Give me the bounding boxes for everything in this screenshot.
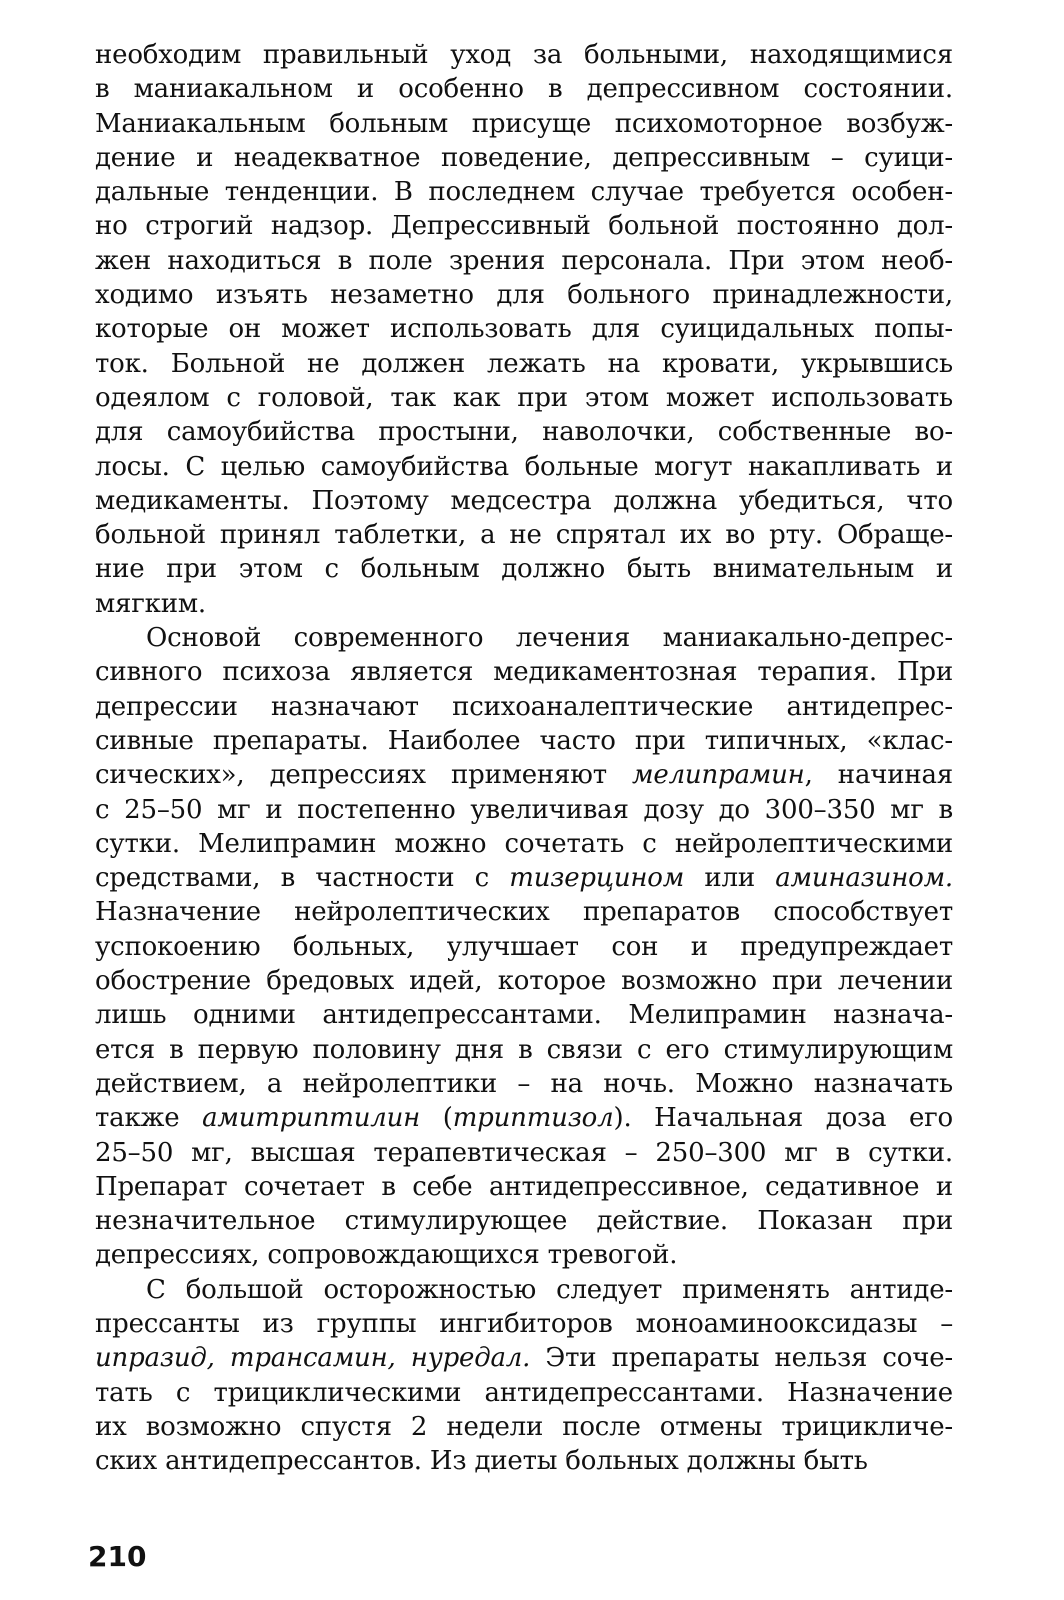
italic-term: аминазином. xyxy=(775,863,953,894)
text-segment: мягким. xyxy=(95,588,206,619)
paragraph xyxy=(95,621,953,1273)
text-segment: незначительное стимулирующее действие. Показан при xyxy=(95,1206,953,1237)
text-line xyxy=(95,998,953,1032)
text-line xyxy=(95,758,953,792)
text-segment: необходим правильный уход за больными, находящимися xyxy=(95,40,953,70)
text-line xyxy=(95,930,953,964)
text-segment: Основой современного лечения маниакально-депрес- xyxy=(146,623,953,654)
text-segment: также xyxy=(95,1103,203,1134)
text-line xyxy=(95,518,953,552)
text-segment: ( xyxy=(420,1103,453,1134)
page-body-text xyxy=(95,38,953,1478)
italic-term: триптизол xyxy=(452,1103,614,1134)
text-line xyxy=(95,484,953,518)
text-segment: ток. Больной не должен лежать на кровати, укрывшись xyxy=(95,348,953,379)
text-line xyxy=(95,347,953,381)
paragraph xyxy=(95,38,953,621)
text-segment: Назначение нейролептических препаратов способствует xyxy=(95,897,953,928)
text-line xyxy=(95,587,953,621)
text-segment: но строгий надзор. Депрессивный больной постоянно дол- xyxy=(95,211,953,242)
text-segment: , начиная xyxy=(804,760,953,791)
text-line xyxy=(95,72,953,106)
text-line xyxy=(95,107,953,141)
text-segment: тать с трициклическими антидепрессантами. Назначение xyxy=(95,1377,953,1408)
page-number: 210 xyxy=(88,1540,147,1573)
text-line xyxy=(95,552,953,586)
text-line xyxy=(95,621,953,655)
text-segment: в маниакальном и особенно в депрессивном состоянии. xyxy=(95,74,953,105)
text-line xyxy=(95,1136,953,1170)
text-line xyxy=(95,861,953,895)
text-line xyxy=(95,1307,953,1341)
text-segment: обострение бредовых идей, которое возможно при лечении xyxy=(95,966,953,997)
text-segment: медикаменты. Поэтому медсестра должна убедиться, что xyxy=(95,485,953,516)
text-segment: депрессии назначают психоаналептические антидепрес- xyxy=(95,691,953,722)
text-segment: сутки. Мелипрамин можно сочетать с нейролептическими xyxy=(95,828,953,859)
text-segment: Эти препараты нельзя соче- xyxy=(530,1343,953,1374)
text-segment: прессанты из группы ингибиторов моноаминооксидазы – xyxy=(95,1308,953,1339)
text-line xyxy=(95,278,953,312)
text-segment: или xyxy=(684,863,776,894)
text-line xyxy=(95,244,953,278)
text-line xyxy=(95,1170,953,1204)
text-segment: для самоубийства простыни, наволочки, собственные во- xyxy=(95,417,953,448)
text-segment: С большой осторожностью следует применять антиде- xyxy=(146,1274,953,1305)
text-segment: лишь одними антидепрессантами. Мелипрамин назнача- xyxy=(95,1000,953,1031)
text-segment: жен находиться в поле зрения персонала. При этом необ- xyxy=(95,245,953,276)
text-segment: которые он может использовать для суицидальных попы- xyxy=(95,314,953,345)
text-segment: ние при этом с больным должно быть внимательным и xyxy=(95,554,953,585)
text-segment: их возможно спустя 2 недели после отмены трицикличе- xyxy=(95,1411,953,1442)
text-line xyxy=(95,38,953,72)
text-line xyxy=(95,1444,953,1478)
text-line xyxy=(95,655,953,689)
text-line xyxy=(95,1376,953,1410)
text-segment: ходимо изъять незаметно для больного принадлежности, xyxy=(95,280,953,311)
text-segment: сических», депрессиях применяют xyxy=(95,760,633,791)
text-line xyxy=(95,1067,953,1101)
book-page xyxy=(95,38,953,1478)
text-segment: действием, а нейролептики – на ночь. Можно назначать xyxy=(95,1068,953,1099)
text-line xyxy=(95,827,953,861)
text-line xyxy=(95,1273,953,1307)
text-line xyxy=(95,141,953,175)
text-segment: успокоению больных, улучшает сон и предупреждает xyxy=(95,931,953,962)
italic-term: мелипрамин xyxy=(632,760,805,791)
paragraph xyxy=(95,1273,953,1479)
text-line xyxy=(95,1341,953,1375)
text-segment: ется в первую половину дня в связи с его стимулирующим xyxy=(95,1034,953,1065)
text-line xyxy=(95,381,953,415)
text-line xyxy=(95,312,953,346)
text-line xyxy=(95,1410,953,1444)
text-segment: с 25–50 мг и постепенно увеличивая дозу до 300–350 мг в xyxy=(95,794,953,825)
text-line xyxy=(95,724,953,758)
text-line xyxy=(95,1033,953,1067)
text-segment: дение и неадекватное поведение, депрессивным – суици- xyxy=(95,142,953,173)
text-segment: депрессиях, сопровождающихся тревогой. xyxy=(95,1240,678,1271)
text-segment: Маниакальным больным присуще психомоторное возбуж- xyxy=(95,108,953,139)
text-segment: ских антидепрессантов. Из диеты больных должны быть xyxy=(95,1446,868,1477)
text-line xyxy=(95,895,953,929)
text-segment: средствами, в частности с xyxy=(95,863,510,894)
text-line xyxy=(95,690,953,724)
italic-term: тизерцином xyxy=(509,863,685,894)
text-line xyxy=(95,209,953,243)
text-line xyxy=(95,1204,953,1238)
italic-term: ипразид, трансамин, нуредал. xyxy=(95,1343,531,1374)
text-line xyxy=(95,415,953,449)
text-segment: дальные тенденции. В последнем случае требуется особен- xyxy=(95,177,953,208)
text-line xyxy=(95,1238,953,1272)
text-segment: лосы. С целью самоубийства больные могут накапливать и xyxy=(95,451,953,482)
text-segment: 25–50 мг, высшая терапевтическая – 250–300 мг в сутки. xyxy=(95,1137,953,1168)
text-line xyxy=(95,1101,953,1135)
text-segment: сивные препараты. Наиболее часто при типичных, «клас- xyxy=(95,725,953,756)
text-segment: больной принял таблетки, а не спрятал их во рту. Обраще- xyxy=(95,520,953,551)
text-segment: ). Начальная доза его xyxy=(613,1103,954,1134)
text-segment: сивного психоза является медикаментозная терапия. При xyxy=(95,657,953,688)
text-line xyxy=(95,964,953,998)
text-line xyxy=(95,175,953,209)
text-line xyxy=(95,793,953,827)
text-line xyxy=(95,450,953,484)
text-segment: Препарат сочетает в себе антидепрессивное, седативное и xyxy=(95,1171,953,1202)
italic-term: амитриптилин xyxy=(202,1103,421,1134)
text-segment: одеялом с головой, так как при этом может использовать xyxy=(95,382,953,413)
